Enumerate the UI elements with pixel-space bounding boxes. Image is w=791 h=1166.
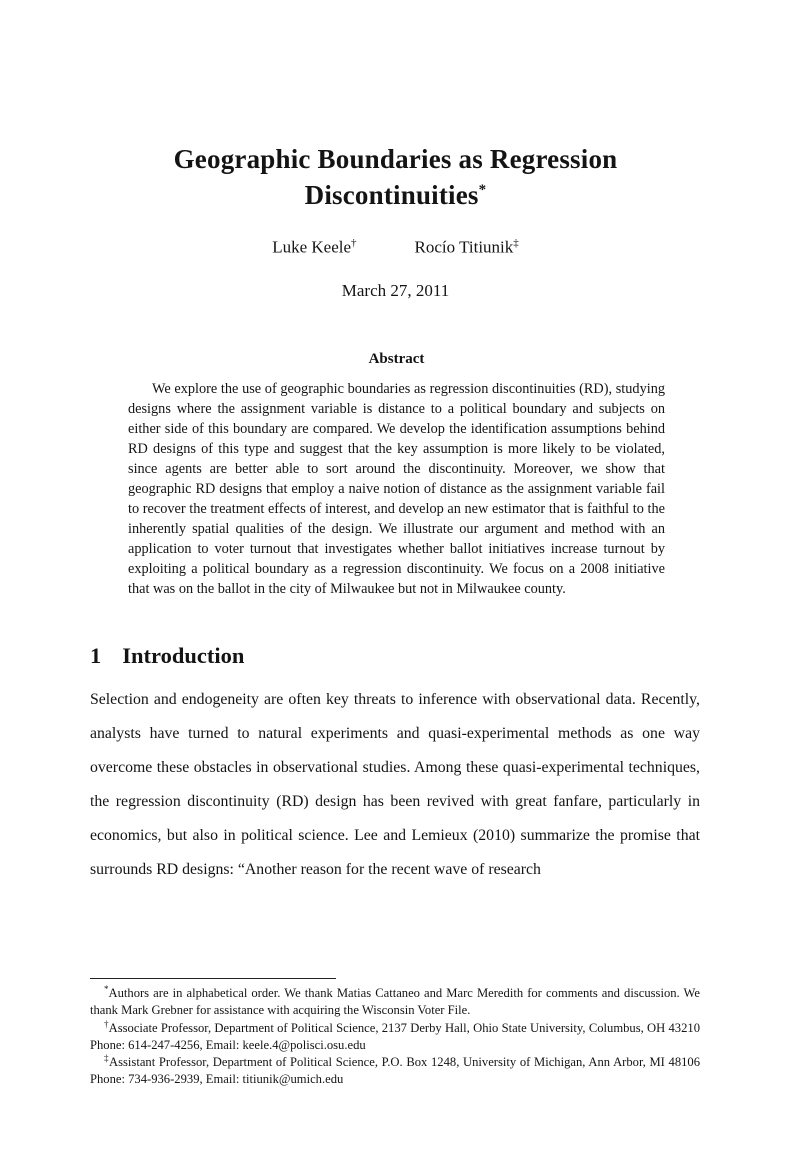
footnote-titiunik-text: Assistant Professor, Department of Political Science, P.O. Box 1248, University of Michigan, Ann Arbor, MI 48106 Phone: 734-936-2939, Email: titiunik@umich.edu bbox=[90, 1055, 701, 1087]
footnote-titiunik bbox=[90, 1053, 700, 1088]
footnote-authors bbox=[90, 984, 700, 1019]
section-1-heading bbox=[90, 643, 701, 669]
footnote-rule bbox=[90, 978, 336, 979]
paper-title-line2: Discontinuities bbox=[304, 179, 479, 210]
paper-title-line1: Geographic Boundaries as Regression bbox=[173, 144, 618, 174]
abstract-text: We explore the use of geographic boundaries as regression discontinuities (RD), studying designs where the assignment variable is distance to a political boundary and subjects on either side of this boundary are compared. We develop the identification assumptions behind RD designs of this type and suggest that the key assumption is more likely to be violated, since agents are better able to sort around the discontinuity. Moreover, we show that geographic RD designs that employ a naive notion of distance as the assignment variable fail to recover the treatment effects of interest, and develop an new estimator that is faithful to the inherently spatial qualities of the design. We illustrate our argument and method with an application to voter turnout that investigates whether ballot initiatives increase turnout by exploiting a political boundary as a regression discontinuity. We focus on a 2008 initiative that was on the ballot in the city of Milwaukee but not in Milwaukee county. bbox=[128, 380, 665, 598]
intro-paragraph: Selection and endogeneity are often key threats to inference with observational data. Recently, analysts have turned to natural experiments and quasi-experimental methods as one way overcome these obstacles in observational studies. Among these quasi-experimental techniques, the regression discontinuity (RD) design has been revived with great fanfare, particularly in economics, but also in political science. Lee and Lemieux (2010) summarize the promise that surrounds RD designs: “Another reason for the recent wave of research bbox=[90, 691, 700, 878]
title-footnote-mark: * bbox=[478, 181, 487, 198]
footnote-keele-mark: † bbox=[104, 1018, 109, 1029]
author-2-footnote-mark: ‡ bbox=[513, 237, 519, 250]
abstract-section bbox=[128, 351, 665, 599]
section-1-number: 1 bbox=[90, 643, 102, 669]
footnote-authors-text: Authors are in alphabetical order. We thank Matias Cattaneo and Marc Meredith for comments and discussion. We thank Mark Grebner for assistance with acquiring the Wisconsin Voter File. bbox=[90, 986, 700, 1017]
section-1-title: Introduction bbox=[122, 643, 245, 669]
footnote-area bbox=[0, 978, 791, 1166]
paper-title bbox=[0, 142, 791, 213]
author-1-footnote-mark: † bbox=[351, 237, 357, 250]
footnote-titiunik-mark: ‡ bbox=[104, 1053, 110, 1064]
author-1-name: Luke Keele bbox=[272, 237, 352, 257]
author-1 bbox=[272, 237, 356, 258]
author-2 bbox=[415, 237, 519, 258]
footnote-authors-mark: * bbox=[104, 984, 109, 994]
author-2-name: Rocío Titiunik bbox=[414, 237, 514, 257]
paper-page bbox=[0, 142, 791, 1166]
footnote-keele-text: Associate Professor, Department of Political Science, 2137 Derby Hall, Ohio State University, Columbus, OH 43210 Phone: 614-247-4256, Email: keele.4@polisci.osu.edu bbox=[90, 1020, 700, 1052]
paper-date: March 27, 2011 bbox=[341, 280, 450, 300]
abstract-heading: Abstract bbox=[368, 350, 425, 367]
author-line bbox=[0, 237, 791, 258]
